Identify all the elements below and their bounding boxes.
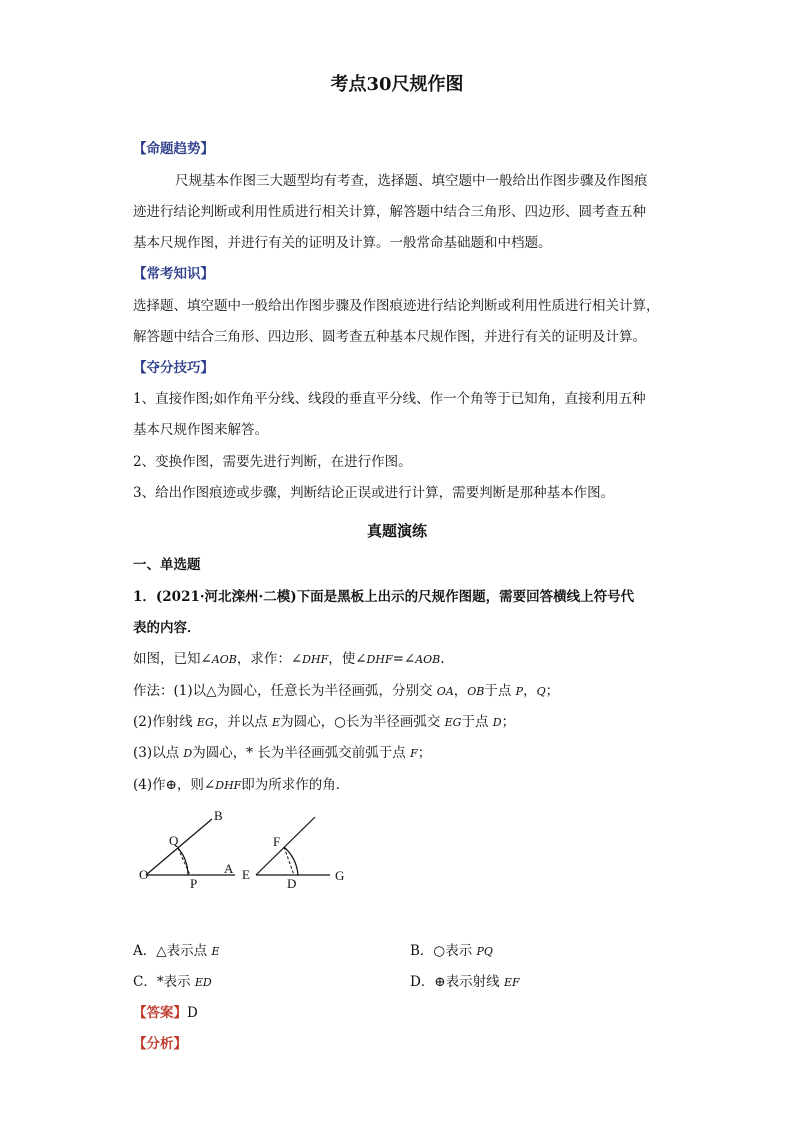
arc-pq [178,848,188,875]
trend-line-1: 尺规基本作图三大题型均有考查，选择题、填空题中一般给出作图步骤及作图痕 [175,173,648,189]
chord-df [284,847,294,875]
answer-value: D [187,1005,198,1021]
question-line-1: 1．(2021·河北滦州·二模)下面是黑板上出示的尺规作图题，需要回答横线上符号代 [133,589,635,605]
label-p: P [190,876,198,891]
page-title: 考点30尺规作图 [330,74,464,95]
label-f: F [273,834,281,849]
answer-row [133,1004,198,1022]
label-e: E [242,867,250,882]
label-d: D [287,876,297,891]
option-c[interactable]: C．*表示 ED [133,974,212,990]
trend-heading: 【命题趋势】 [133,141,214,157]
question-line-2: 表的内容． [133,620,201,636]
trend-line-3: 基本尺规作图，并进行有关的证明及计算。一般常命基础题和中档题。 [133,235,552,251]
tips-line-3: 2、变换作图，需要先进行判断，在进行作图。 [133,454,412,470]
option-d[interactable]: D．⊕表示射线 EF [410,974,520,990]
section-heading: 一、单选题 [133,557,201,573]
ray-ef [256,817,315,875]
tips-line-1: 1、直接作图;如作角平分线、线段的垂直平分线、作一个角等于已知角，直接利用五种 [133,391,646,407]
label-o: O [139,867,149,882]
knowledge-heading: 【常考知识】 [133,266,214,282]
option-a[interactable]: A．△表示点 E [133,943,220,959]
option-b[interactable]: B．○表示 PQ [410,943,493,959]
method-step-3: (3)以点 D为圆心，* 长为半径画弧交前弧于点 F； [133,745,432,761]
label-g: G [335,868,345,883]
label-a: A [224,861,234,876]
tips-line-4: 3、给出作图痕迹或步骤，判断结论正误或进行计算，需要判断是那种基本作图。 [133,485,615,501]
chord-pq [178,848,190,875]
answer-label: 【答案】 [133,1005,187,1021]
construction-figure [130,805,360,895]
method-step-2: (2)作射线 EG，并以点 E为圆心，○长为半径画弧交 EG于点 D； [133,714,516,730]
label-q: Q [169,833,179,848]
analysis-label: 【分析】 [133,1036,187,1052]
question-given: 如图，已知∠AOB，求作：∠DHF，使∠DHF=∠AOB. [133,651,445,667]
label-b: B [214,808,223,823]
tips-line-2: 基本尺规作图来解答。 [133,422,268,438]
method-step-1: 作法：(1)以△为圆心，任意长为半径画弧，分别交 OA，OB于点 P，Q； [133,683,560,699]
knowledge-line-2: 解答题中结合三角形、四边形、圆考查五种基本尺规作图，并进行有关的证明及计算。 [133,329,646,345]
analysis-row [133,1035,187,1053]
tips-heading: 【夺分技巧】 [133,360,214,376]
knowledge-line-1: 选择题、填空题中一般给出作图步骤及作图痕迹进行结论判断或利用性质进行相关计算， [133,298,660,314]
practice-title: 真题演练 [366,522,427,540]
trend-line-2: 迹进行结论判断或利用性质进行相关计算，解答题中结合三角形、四边形、圆考查五种 [133,204,646,220]
method-step-4: (4)作⊕，则∠DHF即为所求作的角． [133,777,350,793]
arc-df [284,847,298,875]
ray-ob [146,819,212,875]
